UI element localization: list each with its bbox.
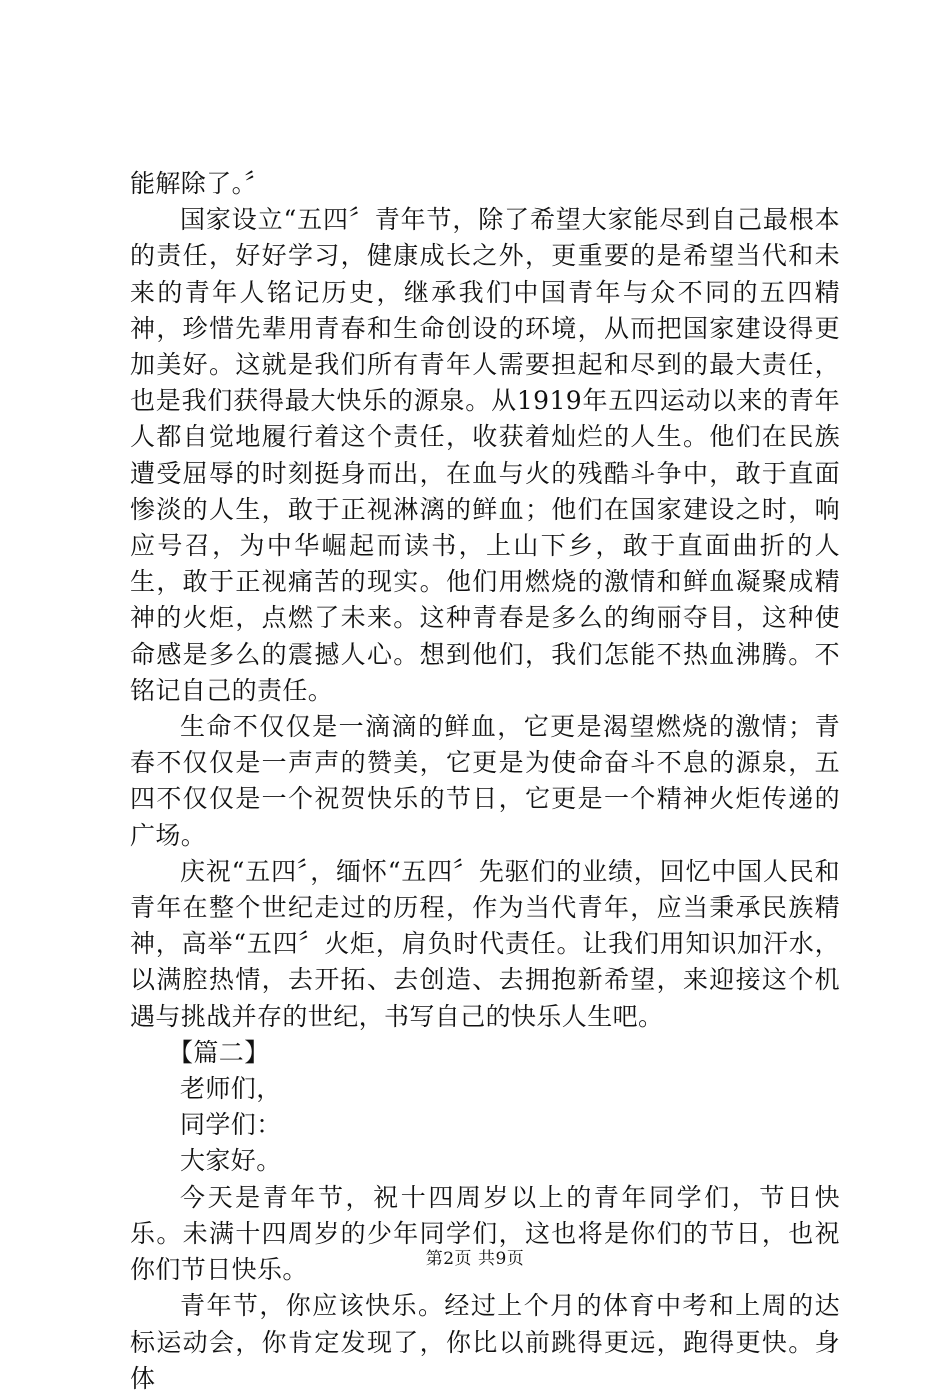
salutation-teachers: 老师们，: [180, 1074, 282, 1104]
section-heading-part-two: 【篇二】: [168, 1037, 270, 1067]
paragraph-life-not-only: 生命不仅仅是一滴滴的鲜血，它更是渴望燃烧的激情；青春不仅仅是一声声的赞美，它更是为使命奋斗不息的源泉，五四不仅仅是一个祝贺快乐的节日，它更是一个精神火炬传递的广场。: [130, 712, 840, 850]
paragraph-celebrate-may-fourth: 庆祝“五四〞，缅怀“五四〞先驱们的业绩，回忆中国人民和青年在整个世纪走过的历程，作为当代青年，应当秉承民族精神，高举“五四〞火炬，肩负时代责任。让我们用知识加汗水，以满腔热情，去开拓、去创造、去拥抱新希望，来迎接这个机遇与挑战并存的世纪，书写自己的快乐人生吧。: [130, 856, 840, 1031]
paragraph-today-youth-day: 今天是青年节，祝十四周岁以上的青年同学们，节日快乐。未满十四周岁的少年同学们，这也将是你们的节日，也祝你们节日快乐。: [130, 1182, 840, 1285]
paragraph-should-be-happy: 青年节，你应该快乐。经过上个月的体育中考和上周的达标运动会，你肯定发现了，你比以前跳得更远，跑得更快。身体: [130, 1291, 840, 1393]
paragraph-youth-day-purpose: 国家设立“五四〞青年节，除了希望大家能尽到自己最根本的责任，好好学习，健康成长之外，更重要的是希望当代和未来的青年人铭记历史，继承我们中国青年与众不同的五四精神，珍惜先辈用青春和生命创设的环境，从而把国家建设得更加美好。这就是我们所有青年人需要担起和尽到的最大责任，也是我们获得最大快乐的源泉。从1919年五四运动以来的青年人都自觉地履行着这个责任，收获着灿烂的人生。他们在民族遭受屈辱的时刻挺身而出，在血与火的残酷斗争中，敢于直面惨淡的人生，敢于正视淋漓的鲜血；他们在国家建设之时，响应号召，为中华崛起而读书，上山下乡，敢于直面曲折的人生，敢于正视痛苦的现实。他们用燃烧的激情和鲜血凝聚成精神的火炬，点燃了未来。这种青春是多么的绚丽夺目，这种使命感是多么的震撼人心。想到他们，我们怎能不热血沸腾。不铭记自己的责任。: [130, 205, 840, 705]
salutation-students: 同学们：: [180, 1110, 282, 1140]
document-body: [130, 166, 840, 1397]
page-footer: 第2页 共9页: [425, 1249, 525, 1269]
greeting-hello: 大家好。: [180, 1146, 282, 1176]
paragraph-continuation: 能解除了。〞: [130, 169, 270, 198]
